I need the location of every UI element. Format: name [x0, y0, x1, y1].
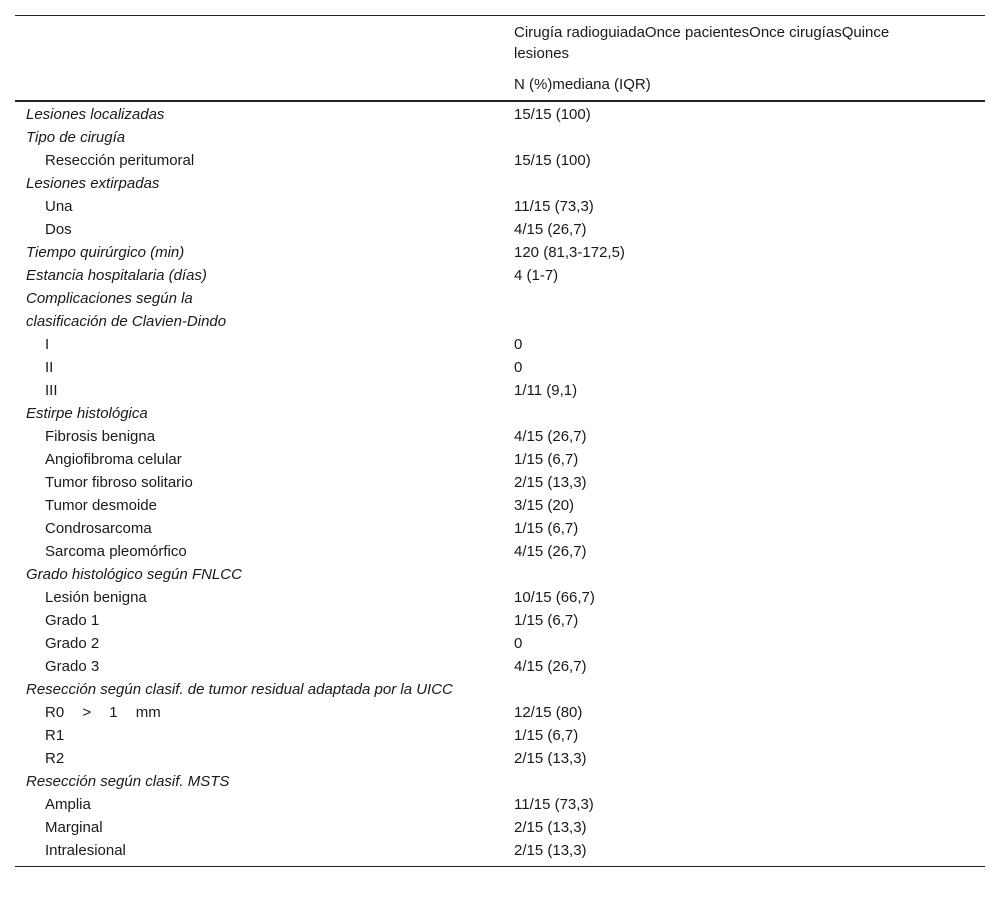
row-value: [514, 563, 985, 586]
column-subtitle: N (%)mediana (IQR): [514, 76, 651, 93]
category-label: Grado histológico según FNLCC: [26, 566, 242, 583]
table-row: [15, 126, 985, 149]
row-value: 1/15 (6,7): [514, 451, 579, 468]
row-label: Intralesional: [45, 842, 126, 859]
category-label: Lesiones localizadas: [26, 106, 165, 123]
table-row: [15, 770, 985, 793]
category-label: Lesiones extirpadas: [26, 175, 160, 192]
row-value: 4/15 (26,7): [514, 428, 587, 445]
category-label: Resección según clasif. MSTS: [26, 773, 230, 790]
table-row: [15, 356, 985, 379]
table-row: [15, 747, 985, 770]
row-value: 4/15 (26,7): [514, 221, 587, 238]
row-value: 2/15 (13,3): [514, 842, 587, 859]
table-row: [15, 724, 985, 747]
row-label: R2: [45, 750, 65, 767]
row-value: 0: [514, 635, 523, 652]
row-label: Grado 2: [45, 635, 100, 652]
table-row: [15, 609, 985, 632]
table-row: [15, 563, 985, 586]
category-label: [15, 678, 514, 701]
table-row: [15, 540, 985, 563]
row-value: 2/15 (13,3): [514, 819, 587, 836]
row-value: 2/15 (13,3): [514, 474, 587, 491]
row-label: II: [45, 359, 54, 376]
row-value: 1/11 (9,1): [514, 382, 578, 399]
row-label: Dos: [45, 221, 72, 238]
row-label: Tumor desmoide: [45, 497, 157, 514]
row-value: 2/15 (13,3): [514, 750, 587, 767]
category-label: Tiempo quirúrgico (min): [26, 244, 185, 261]
category-label-text: Resección según clasif. de tumor residual adaptada por la UICC: [26, 681, 453, 698]
row-label: Amplia: [45, 796, 91, 813]
row-value: 1/15 (6,7): [514, 612, 579, 629]
row-value: 10/15 (66,7): [514, 589, 595, 606]
row-value: 0: [514, 359, 523, 376]
table-row: [15, 264, 985, 287]
row-label: Grado 3: [45, 658, 100, 675]
row-value: [514, 287, 985, 333]
row-value: 1/15 (6,7): [514, 727, 579, 744]
row-label: III: [45, 382, 58, 399]
row-value: 3/15 (20): [514, 497, 575, 514]
table-row: [15, 448, 985, 471]
row-label: Lesión benigna: [45, 589, 147, 606]
row-label: R0 > 1 mm: [45, 704, 161, 721]
table-row: [15, 195, 985, 218]
row-label: R1: [45, 727, 65, 744]
category-label: Tipo de cirugía: [26, 129, 126, 146]
table-row: [15, 241, 985, 264]
row-value: 15/15 (100): [514, 152, 591, 169]
row-label: I: [45, 336, 50, 353]
table-row: [15, 655, 985, 678]
table-row: [15, 287, 985, 333]
row-label: Tumor fibroso solitario: [45, 474, 193, 491]
row-value: [514, 770, 985, 793]
results-table: [15, 15, 985, 867]
row-value: 11/15 (73,3): [514, 198, 594, 215]
row-label: Marginal: [45, 819, 103, 836]
row-label: Condrosarcoma: [45, 520, 152, 537]
table-body: [15, 102, 985, 867]
table-row: [15, 149, 985, 172]
table-row: [15, 517, 985, 540]
row-label: Fibrosis benigna: [45, 428, 156, 445]
table-row: [15, 218, 985, 241]
row-value: 12/15 (80): [514, 704, 583, 721]
row-label: Resección peritumoral: [45, 152, 195, 169]
row-label: Grado 1: [45, 612, 100, 629]
table-row: [15, 701, 985, 724]
table-row: [15, 632, 985, 655]
row-label: Una: [45, 198, 73, 215]
table-row: [15, 586, 985, 609]
table-row: [15, 379, 985, 402]
row-value: 1/15 (6,7): [514, 520, 579, 537]
row-value: 15/15 (100): [514, 106, 591, 123]
category-label: Estirpe histológica: [26, 405, 148, 422]
table-row: [15, 678, 985, 701]
table-row: [15, 172, 985, 195]
column-title: Cirugía radioguiadaOnce pacientesOnce cirugíasQuince lesiones: [514, 24, 890, 62]
row-value: 4/15 (26,7): [514, 658, 587, 675]
row-label: Angiofibroma celular: [45, 451, 182, 468]
table-row: [15, 494, 985, 517]
row-value: [514, 402, 985, 425]
table-row: [15, 471, 985, 494]
row-value: [514, 126, 985, 149]
row-value: 11/15 (73,3): [514, 796, 594, 813]
row-value: 4/15 (26,7): [514, 543, 587, 560]
table-row: [15, 425, 985, 448]
table-header: [15, 16, 985, 102]
table-row: [15, 816, 985, 839]
table-row: [15, 793, 985, 816]
row-value: 4 (1-7): [514, 267, 559, 284]
row-value: 120 (81,3-172,5): [514, 244, 625, 261]
table-row: [15, 402, 985, 425]
row-label: Sarcoma pleomórfico: [45, 543, 187, 560]
category-label: Estancia hospitalaria (días): [26, 267, 207, 284]
row-value: [514, 172, 985, 195]
table-row: [15, 103, 985, 126]
row-value: 0: [514, 336, 523, 353]
category-label: Complicaciones según la clasificación de Clavien-Dindo: [26, 290, 227, 330]
table-row: [15, 839, 985, 862]
row-value: [514, 678, 985, 701]
table-row: [15, 333, 985, 356]
